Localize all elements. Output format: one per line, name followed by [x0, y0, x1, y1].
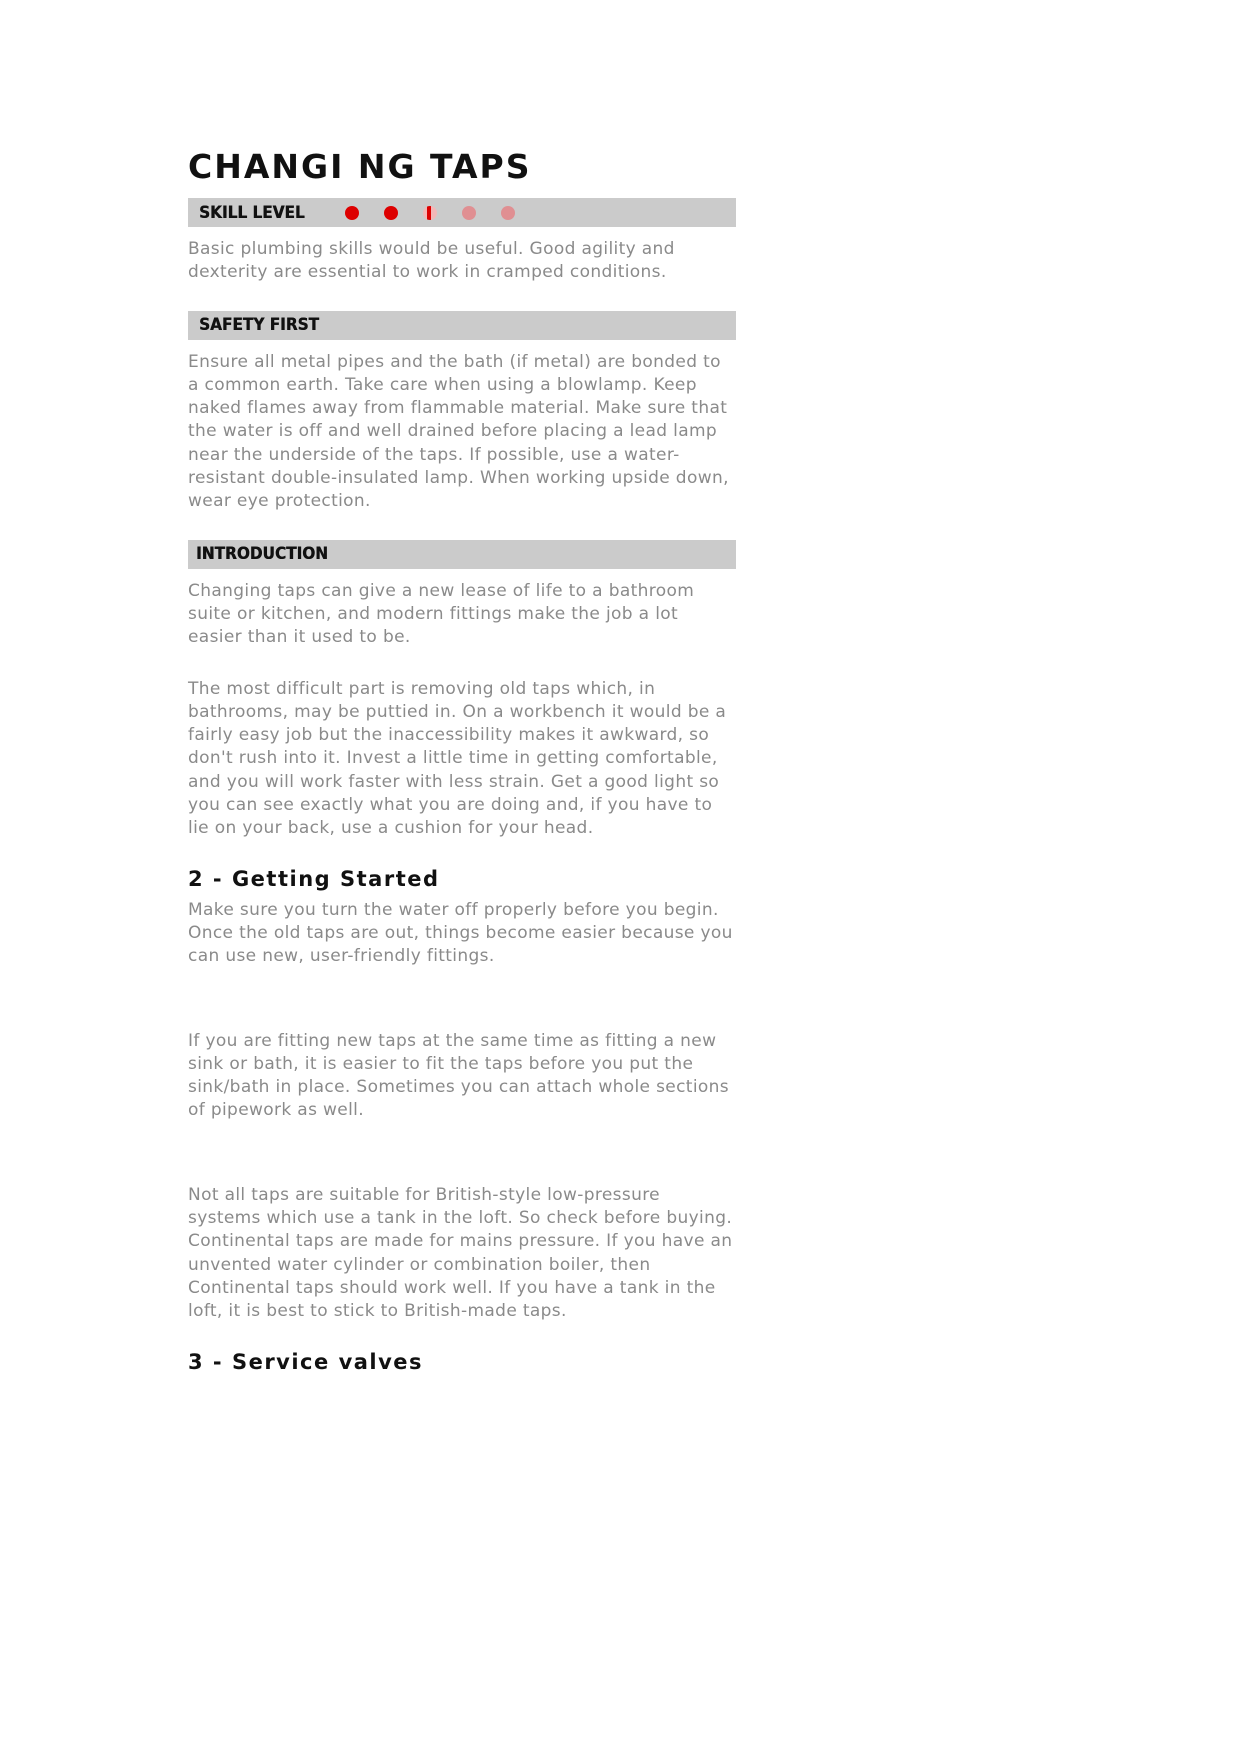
- skill-dot-icon: [423, 206, 437, 220]
- intro-paragraph-1: Changing taps can give a new lease of life to a bathroom suite or kitchen, and modern fittings make the job a lot easier than it used to be.: [188, 580, 695, 648]
- safety-first-bar: [188, 311, 736, 340]
- section-3-heading: 3 - Service valves: [188, 1349, 424, 1374]
- intro-paragraph-2: The most difficult part is removing old taps which, in bathrooms, may be puttied in. On a workbench it would be a fairly easy job but the inaccessibility makes it awkward, so don't rush into it. Invest a little time in getting comfortable, and you will work faster with less strain. Get a good light so you can see exactly what you are doing and, if you have to lie on your back, use a cushion for your head.: [188, 678, 727, 839]
- section-2-paragraph-1: Make sure you turn the water off properly before you begin. Once the old taps are out, things become easier because you can use new, user-friendly fittings.: [188, 899, 733, 967]
- introduction-label: INTRODUCTION: [196, 544, 328, 565]
- skill-rating: [345, 206, 540, 220]
- skill-dot-icon: [462, 206, 476, 220]
- section-2-heading: 2 - Getting Started: [188, 866, 440, 891]
- section-2-paragraph-2: If you are fitting new taps at the same time as fitting a new sink or bath, it is easier to fit the taps before you put the sink/bath in place. Sometimes you can attach whole sections of pipework as well.: [188, 1030, 729, 1121]
- skill-level-bar: [188, 198, 736, 227]
- page-title: CHANGI NG TAPS: [188, 147, 532, 186]
- safety-first-text: Ensure all metal pipes and the bath (if metal) are bonded to a common earth. Take care when using a blowlamp. Keep naked flames away from flammable material. Make sure that the water is off and well drained before placing a lead lamp near the underside of the taps. If possible, use a water-resistant double-insulated lamp. When working upside down, wear eye protection.: [188, 351, 729, 512]
- skill-dot-icon: [501, 206, 515, 220]
- skill-dot-icon: [345, 206, 359, 220]
- skill-level-text: Basic plumbing skills would be useful. Good agility and dexterity are essential to work in cramped conditions.: [188, 239, 675, 283]
- skill-dot-icon: [384, 206, 398, 220]
- document-page: [188, 146, 736, 1375]
- section-2-paragraph-3: Not all taps are suitable for British-style low-pressure systems which use a tank in the loft. So check before buying. Continental taps are made for mains pressure. If you have an unvented water cylinder or combination boiler, then Continental taps should work well. If you have a tank in the loft, it is best to stick to British-made taps.: [188, 1184, 733, 1322]
- introduction-bar: [188, 540, 736, 569]
- safety-first-label: SAFETY FIRST: [199, 315, 319, 336]
- skill-level-label: SKILL LEVEL: [199, 202, 305, 223]
